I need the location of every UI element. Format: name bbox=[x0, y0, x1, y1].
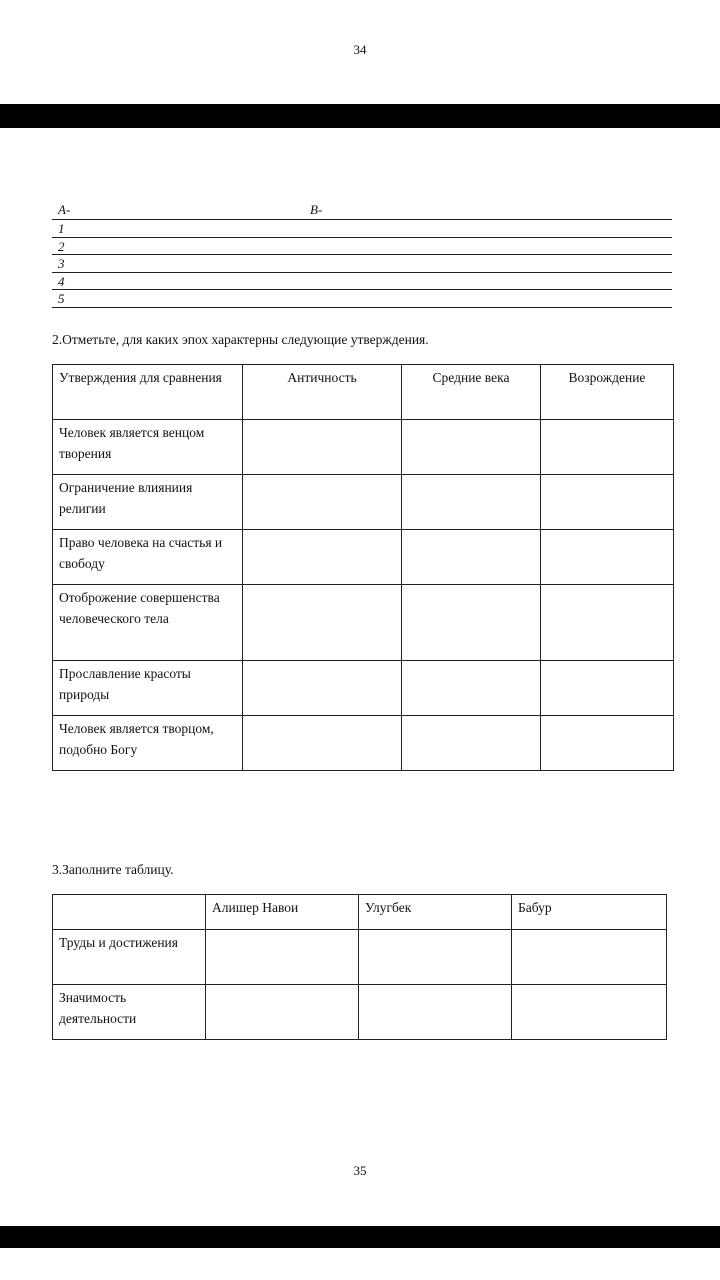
column-header-antiquity: Античность bbox=[243, 365, 402, 420]
answer-cell[interactable] bbox=[512, 930, 667, 985]
row-label: Человек является венцом творения bbox=[53, 420, 243, 475]
answer-cell[interactable] bbox=[402, 530, 541, 585]
answer-cell[interactable] bbox=[206, 930, 359, 985]
answer-cell[interactable] bbox=[359, 985, 512, 1040]
answer-lines bbox=[52, 201, 672, 308]
table-row bbox=[53, 420, 674, 475]
answer-line: 3 bbox=[52, 255, 672, 273]
column-header-statements: Утверждения для сравнения bbox=[53, 365, 243, 420]
column-header-alisher-navoi: Алишер Навои bbox=[206, 895, 359, 930]
figures-table bbox=[52, 894, 667, 1040]
table-row bbox=[53, 475, 674, 530]
answer-line: 5 bbox=[52, 290, 672, 308]
answer-cell[interactable] bbox=[402, 716, 541, 771]
answer-cell[interactable] bbox=[243, 475, 402, 530]
answer-cell[interactable] bbox=[359, 930, 512, 985]
page-separator-top bbox=[0, 104, 720, 128]
task2-heading: 2.Отметьте, для каких эпох характерны следующие утверждения. bbox=[52, 332, 429, 347]
answer-cell[interactable] bbox=[243, 530, 402, 585]
answer-cell[interactable] bbox=[206, 985, 359, 1040]
table-row bbox=[53, 930, 667, 985]
answer-line: 4 bbox=[52, 273, 672, 291]
answer-cell[interactable] bbox=[541, 530, 674, 585]
column-header-renaissance: Возрождение bbox=[541, 365, 674, 420]
answer-cell[interactable] bbox=[541, 475, 674, 530]
table-header-row bbox=[53, 895, 667, 930]
answer-column-b-label: B- bbox=[310, 202, 323, 217]
table-row bbox=[53, 585, 674, 661]
answer-line: 1 bbox=[52, 220, 672, 238]
answer-cell[interactable] bbox=[402, 585, 541, 661]
answer-cell[interactable] bbox=[243, 661, 402, 716]
answer-cell[interactable] bbox=[541, 420, 674, 475]
answer-cell[interactable] bbox=[402, 475, 541, 530]
row-label: Отоброжение совершенства человеческого тела bbox=[53, 585, 243, 661]
column-header-middle-ages: Средние века bbox=[402, 365, 541, 420]
page-number-bottom: 35 bbox=[353, 1163, 367, 1178]
answer-cell[interactable] bbox=[512, 985, 667, 1040]
answer-line: 2 bbox=[52, 238, 672, 256]
epochs-table bbox=[52, 364, 674, 771]
row-label: Прославление красоты природы bbox=[53, 661, 243, 716]
row-label: Значимость деятельности bbox=[53, 985, 206, 1040]
answer-cell[interactable] bbox=[243, 585, 402, 661]
answer-cell[interactable] bbox=[541, 585, 674, 661]
table-row bbox=[53, 530, 674, 585]
task3-heading: 3.Заполните таблицу. bbox=[52, 862, 174, 877]
answer-cell[interactable] bbox=[243, 420, 402, 475]
column-header-ulugbek: Улугбек bbox=[359, 895, 512, 930]
table-header-row bbox=[53, 365, 674, 420]
column-header-babur: Бабур bbox=[512, 895, 667, 930]
row-label: Труды и достижения bbox=[53, 930, 206, 985]
row-label: Человек является творцом, подобно Богу bbox=[53, 716, 243, 771]
answer-cell[interactable] bbox=[243, 716, 402, 771]
column-header-empty bbox=[53, 895, 206, 930]
row-label: Право человека на счастья и свободу bbox=[53, 530, 243, 585]
table-row bbox=[53, 661, 674, 716]
answer-cell[interactable] bbox=[402, 661, 541, 716]
answer-cell[interactable] bbox=[402, 420, 541, 475]
answer-column-a-label: A- bbox=[58, 202, 71, 217]
table-row bbox=[53, 716, 674, 771]
answer-cell[interactable] bbox=[541, 716, 674, 771]
answer-cell[interactable] bbox=[541, 661, 674, 716]
answer-lines-header bbox=[52, 201, 672, 220]
page-number-top: 34 bbox=[353, 42, 367, 57]
row-label: Ограничение влияниия религии bbox=[53, 475, 243, 530]
page-separator-bottom bbox=[0, 1226, 720, 1248]
table-row bbox=[53, 985, 667, 1040]
